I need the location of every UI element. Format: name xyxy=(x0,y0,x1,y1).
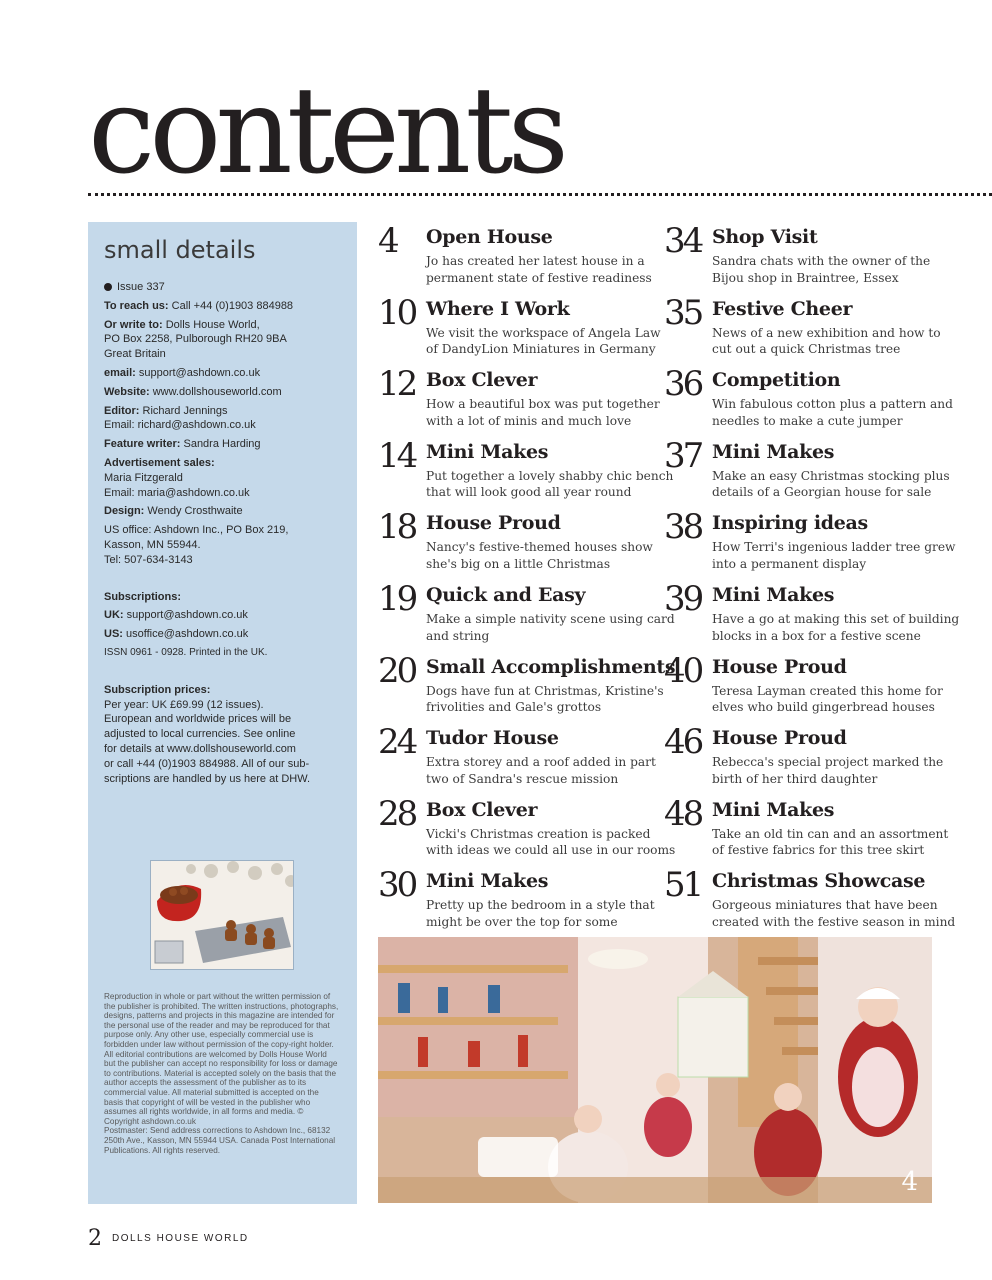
toc-page-number: 20 xyxy=(378,650,416,691)
toc-entry-description: Sandra chats with the owner of the Bijou shop in Braintree, Essex xyxy=(712,254,931,285)
write-address-line: Dolls House World, xyxy=(165,318,260,331)
design-label: Design: xyxy=(104,505,145,518)
photo-page-number: 4 xyxy=(901,1167,918,1197)
email-label: email: xyxy=(104,366,136,379)
toc-page-number: 10 xyxy=(378,292,416,333)
sidebar-heading: small details xyxy=(104,236,256,264)
dolls-house-photo xyxy=(378,937,932,1203)
toc-entry-description: Pretty up the bedroom in a style that might be over the top for some xyxy=(426,898,655,929)
prices-line: scriptions are handled by us here at DHW. xyxy=(104,772,311,785)
toc-entry-title[interactable]: House Proud xyxy=(712,655,847,678)
toc-entry-title[interactable]: Mini Makes xyxy=(426,870,549,893)
toc-page-number: 35 xyxy=(664,292,702,333)
designer-name: Wendy Crosthwaite xyxy=(147,505,243,518)
toc-entry-title[interactable]: Box Clever xyxy=(426,798,538,821)
toc-entry-title[interactable]: Open House xyxy=(426,226,553,248)
legal-notice xyxy=(104,992,340,1155)
prices-line: adjusted to local currencies. See online xyxy=(104,728,296,741)
magazine-name: DOLLS HOUSE WORLD xyxy=(112,1233,249,1244)
toc-entry-title[interactable]: House Proud xyxy=(426,512,561,535)
toc-entry-description: Vicki's Christmas creation is packed with ideas we could all use in our rooms xyxy=(426,826,676,858)
toc-entry-description: Nancy's festive-themed houses show she's big on a little Christmas xyxy=(426,540,653,571)
uk-email[interactable]: support@ashdown.co.uk xyxy=(126,609,248,622)
toc-entry-title[interactable]: Quick and Easy xyxy=(426,584,586,606)
prices-line: or call +44 (0)1903 884988. All of our sub- xyxy=(104,757,310,770)
toc-entry-description: Put together a lovely shabby chic bench that will look good all year round xyxy=(426,468,674,500)
us-label: US: xyxy=(104,628,123,641)
toc-entry-title[interactable]: Mini Makes xyxy=(712,798,835,821)
toc-entry-title[interactable]: Inspiring ideas xyxy=(712,512,868,535)
toc-entry-description: Take an old tin can and an assortment of festive fabrics for this tree skirt xyxy=(712,826,949,858)
sidebar-details xyxy=(104,280,349,786)
write-address-line: Great Britain xyxy=(104,348,166,361)
ad-sales-name: Maria Fitzgerald xyxy=(104,471,183,484)
toc-page-number: 12 xyxy=(378,364,416,405)
toc-page-number: 36 xyxy=(664,364,702,405)
subscriptions-heading: Subscriptions: xyxy=(104,590,182,603)
write-label: Or write to: xyxy=(104,318,163,331)
bullet-icon xyxy=(104,283,112,291)
printed-note: Printed in the UK. xyxy=(189,646,268,658)
toc-page-number: 18 xyxy=(378,507,416,548)
prices-line: European and worldwide prices will be xyxy=(104,713,292,726)
editor-name: Richard Jennings xyxy=(142,404,228,417)
toc-entry-title[interactable]: Shop Visit xyxy=(712,226,818,248)
toc-entry-title[interactable]: Competition xyxy=(712,369,841,392)
us-office-line: US office: Ashdown Inc., PO Box 219, xyxy=(104,524,289,537)
toc-entry-description: Make a simple nativity scene using card and string xyxy=(426,612,675,643)
toc-entry-title[interactable]: Festive Cheer xyxy=(712,297,853,320)
toc-entry-title[interactable]: Mini Makes xyxy=(712,440,835,463)
toc-entry-description: Win fabulous cotton plus a pattern and needles to make a cute jumper xyxy=(712,397,953,428)
ad-sales-email: Email: maria@ashdown.co.uk xyxy=(104,486,250,499)
toc-entry-title[interactable]: Tudor House xyxy=(426,727,559,750)
prices-heading: Subscription prices: xyxy=(104,683,211,696)
prices-line: for details at www.dollshouseworld.com xyxy=(104,742,296,755)
small-details-sidebar xyxy=(88,222,357,1204)
toc-entry-title[interactable]: House Proud xyxy=(712,727,847,750)
toc-page-number: 4 xyxy=(378,221,397,261)
issn: ISSN 0961 - 0928. xyxy=(104,646,187,658)
us-email[interactable]: usoffice@ashdown.co.uk xyxy=(126,628,249,641)
issue-number: Issue 337 xyxy=(117,281,165,293)
email-link[interactable]: support@ashdown.co.uk xyxy=(138,366,261,379)
toc-entry-title[interactable]: Mini Makes xyxy=(712,584,835,606)
page-title: contents xyxy=(88,62,564,201)
toc-entry-title[interactable]: Where I Work xyxy=(426,297,570,320)
toc-entry-title[interactable]: Small Accomplishments xyxy=(426,655,676,678)
website-label: Website: xyxy=(104,385,150,398)
toc-entry-description: Extra storey and a roof added in part two of Sandra's rescue mission xyxy=(426,755,656,786)
toc-page-number: 14 xyxy=(378,435,416,476)
copyright-text: Reproduction in whole or part without the written permission of the publisher is prohibited. The written instructions, photographs, designs, patterns and projects in this magazine are intended for the personal use of the reader and may be reproduced for that purpose only. Any other use, especially commercial use is forbidden under law without permission of the copy-right holder. All editorial contributions are welcomed by Dolls House World but the publisher can accept no responsibility for loss or damage to contributions. Material is accepted solely on the basis that the author accepts the assessment of the publisher as to its commercial value. All material submitted is accepted on the basis that copyright of will be vested in the publisher who assumes all rights worldwide, in all forms and media. © Copyright ashdown.co.uk xyxy=(104,992,339,1126)
postmaster-text: Postmaster: Send address corrections to Ashdown Inc., 68132 250th Ave., Kasson, MN 55944 USA. Canada Post International Publications. All rights reserved. xyxy=(104,1126,336,1155)
page-number: 2 xyxy=(88,1226,102,1251)
toc-page-number: 19 xyxy=(378,579,416,619)
editor-label: Editor: xyxy=(104,404,140,417)
toc-page-number: 28 xyxy=(378,793,416,834)
toc-entry-description: Jo has created her latest house in a permanent state of festive readiness xyxy=(426,254,652,285)
toc-entry-description: Teresa Layman created this home for elves who build gingerbread houses xyxy=(712,683,943,715)
toc-page-number: 48 xyxy=(664,793,702,834)
toc-entry-description: Dogs have fun at Christmas, Kristine's frivolities and Gale's grottos xyxy=(426,683,664,715)
feature-writer: Sandra Harding xyxy=(183,438,261,451)
website-link[interactable]: www.dollshouseworld.com xyxy=(152,385,282,398)
toc-page-number: 46 xyxy=(664,722,702,763)
toc-entry-description: How a beautiful box was put together with a lot of minis and much love xyxy=(426,397,660,428)
toc-page-number: 30 xyxy=(378,865,416,906)
feature-label: Feature writer: xyxy=(104,438,181,451)
ad-sales-label: Advertisement sales: xyxy=(104,456,215,469)
toc-page-number: 37 xyxy=(664,435,702,476)
editor-email: Email: richard@ashdown.co.uk xyxy=(104,419,256,432)
toc-page-number: 40 xyxy=(664,650,702,691)
toc-page-number: 34 xyxy=(664,221,702,261)
reach-label: To reach us: xyxy=(104,299,169,312)
gingerbread-thumbnail xyxy=(150,860,294,970)
toc-page-number: 39 xyxy=(664,579,702,619)
toc-entry-title[interactable]: Mini Makes xyxy=(426,440,549,463)
prices-line: Per year: UK £69.99 (12 issues). xyxy=(104,698,264,711)
us-office-line: Tel: 507-634-3143 xyxy=(104,553,193,566)
dotted-divider xyxy=(88,193,992,196)
toc-page-number: 38 xyxy=(664,507,702,548)
toc-page-number: 24 xyxy=(378,722,416,763)
write-address-line: PO Box 2258, Pulborough RH20 9BA xyxy=(104,333,287,346)
toc-entry-title[interactable]: Christmas Showcase xyxy=(712,870,926,893)
toc-entry-description: We visit the workspace of Angela Law of DandyLion Miniatures in Germany xyxy=(426,325,661,357)
toc-entry-description: Gorgeous miniatures that have been created with the festive season in mind xyxy=(712,898,956,929)
toc-entry-description: Rebecca's special project marked the birth of her third daughter xyxy=(712,755,944,786)
toc-entry-description: Make an easy Christmas stocking plus details of a Georgian house for sale xyxy=(712,468,950,500)
toc-entry-description: Have a go at making this set of building blocks in a box for a festive scene xyxy=(712,612,960,643)
toc-entry-title[interactable]: Box Clever xyxy=(426,369,538,392)
toc-entry-description: News of a new exhibition and how to cut out a quick Christmas tree xyxy=(712,325,941,357)
us-office-line: Kasson, MN 55944. xyxy=(104,538,201,551)
uk-label: UK: xyxy=(104,609,124,622)
reach-phone: Call +44 (0)1903 884988 xyxy=(171,299,294,312)
toc-page-number: 51 xyxy=(664,865,702,906)
toc-entry-description: How Terri's ingenious ladder tree grew into a permanent display xyxy=(712,540,956,571)
